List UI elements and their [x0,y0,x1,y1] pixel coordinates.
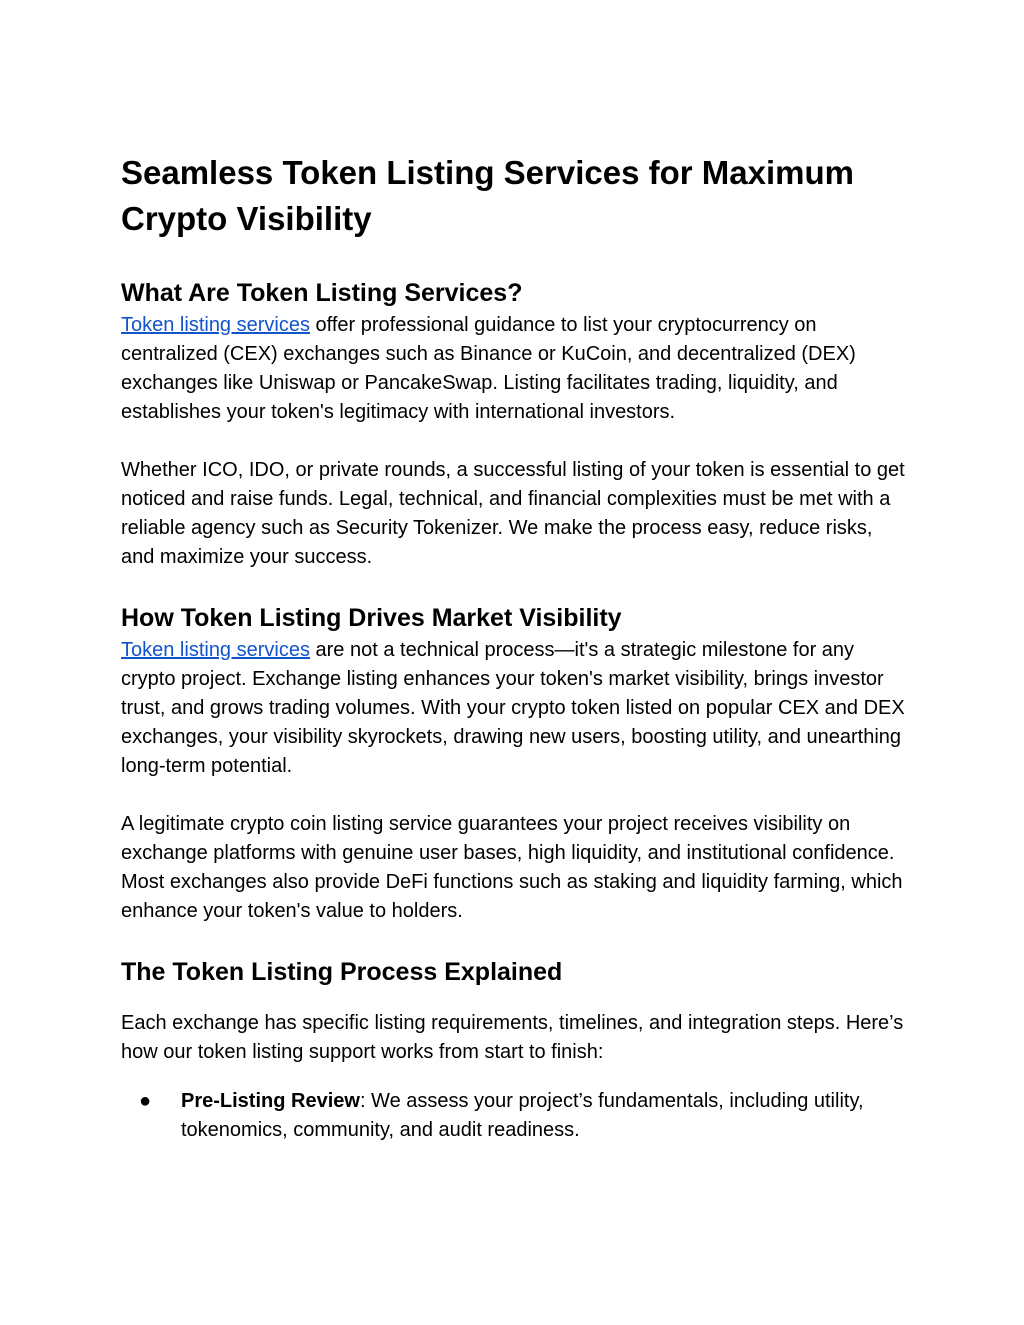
paragraph [121,636,911,781]
paragraph: A legitimate crypto coin listing service guarantees your project receives visibility on exchange platforms with genuine user bases, high liquidity, and institutional confidence. Most exchanges also provide DeFi functions such as staking and liquidity farming, which enhance your token's value to holders. [121,813,903,922]
section-market-visibility [121,601,911,926]
page-title: Seamless Token Listing Services for Maximum Crypto Visibility [121,154,854,237]
paragraph: Whether ICO, IDO, or private rounds, a successful listing of your token is essential to get noticed and raise funds. Legal, technical, and financial complexities must be met with a reliable agency such as Security Tokenizer. We make the process easy, reduce risks, and maximize your success. [121,459,905,568]
section-heading: How Token Listing Drives Market Visibility [121,604,622,632]
bullet-list [121,1087,911,1145]
paragraph [121,311,911,427]
section-heading: What Are Token Listing Services? [121,279,523,307]
section-listing-process [121,955,911,1145]
list-item-text: : We assess your project’s fundamentals, including utility, tokenomics, community, and audit readiness. [181,1090,864,1141]
paragraph: Each exchange has specific listing requirements, timelines, and integration steps. Here’s how our token listing support works from start to finish: [121,1012,904,1063]
document-page [121,150,911,1145]
token-listing-services-link[interactable]: Token listing services [121,314,310,336]
list-item-label: Pre-Listing Review [181,1090,360,1112]
section-heading: The Token Listing Process Explained [121,958,563,986]
section-what-are-token-listing-services [121,276,911,572]
list-item [121,1087,911,1145]
bullet-marker: ● [139,1090,152,1112]
paragraph-text: offer professional guidance to list your cryptocurrency on centralized (CEX) exchanges such as Binance or KuCoin, and decentralized (DEX) exchanges like Uniswap or PancakeSwap. Listing facilitates trading, liquidity, and establishes your token's legitimacy with international investors. [121,314,856,423]
paragraph-text: are not a technical process—it's a strategic milestone for any crypto project. Exchange listing enhances your token's market visibility, brings investor trust, and grows trading volumes. With your crypto token listed on popular CEX and DEX exchanges, your visibility skyrockets, drawing new users, boosting utility, and unearthing long-term potential. [121,639,905,777]
token-listing-services-link[interactable]: Token listing services [121,639,310,661]
